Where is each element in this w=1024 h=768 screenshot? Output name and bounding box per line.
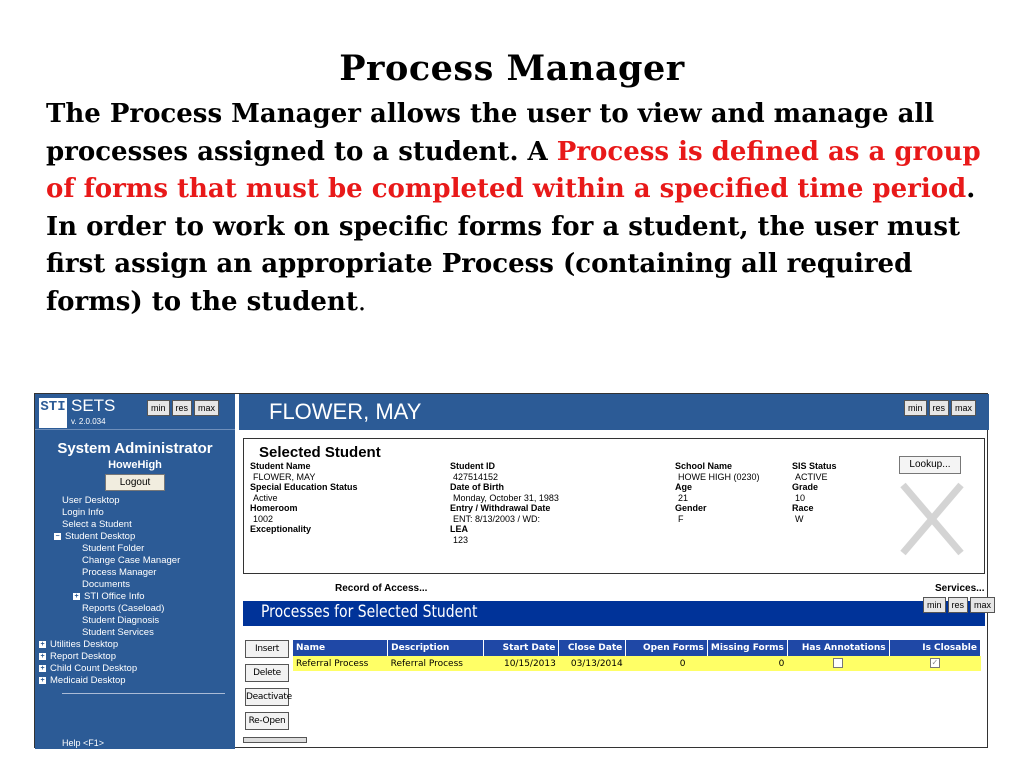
nav-medicaid-desktop[interactable] [35,675,235,687]
expand-icon[interactable]: + [40,665,45,672]
sidebar-window-buttons [147,400,219,416]
services-link[interactable]: Services... [935,583,985,594]
nav-student-folder[interactable]: Student Folder [82,543,145,554]
cell-close-date: 03/13/2014 [559,656,626,671]
nav-change-case-manager[interactable]: Change Case Manager [82,555,181,566]
user-school: HoweHigh [108,459,162,471]
student-info-col-1 [250,461,358,535]
lea-label: LEA [450,524,468,534]
col-open-forms[interactable]: Open Forms [626,640,708,656]
age-value: 21 [678,492,689,503]
nav-reports-caseload[interactable]: Reports (Caseload) [82,603,165,614]
exceptionality-label: Exceptionality [250,524,312,534]
nav-student-diagnosis[interactable]: Student Diagnosis [82,615,160,626]
nav-utilities-desktop[interactable] [35,639,235,651]
student-info-col-4 [792,461,837,524]
school-name-label: School Name [675,461,733,471]
student-info-col-3 [675,461,760,524]
app-header [35,394,235,430]
nav-student-desktop[interactable] [35,531,235,543]
main-window-buttons [904,400,976,416]
dob-value: Monday, October 31, 1983 [453,492,559,503]
app-name: SETS [71,396,116,415]
nav-label: Medicaid Desktop [50,675,126,686]
restore-button[interactable]: res [929,400,950,416]
maximize-button[interactable]: max [951,400,976,416]
sped-status-label: Special Education Status [250,482,358,492]
nav-process-manager[interactable]: Process Manager [82,567,157,578]
homeroom-value: 1002 [253,513,274,524]
student-name-label: Student Name [250,461,311,471]
slide-title: Process Manager [339,48,685,89]
minimize-button[interactable]: min [923,597,946,613]
user-role: System Administrator [57,440,213,457]
student-id-value: 427514152 [453,471,499,482]
deactivate-button[interactable]: Deactivate [245,688,289,706]
slide-body-intro: The Process Manager allows the user to view and manage all processes assigned to a student. A [46,99,935,167]
nav-label: Student Desktop [65,531,136,542]
col-description[interactable]: Description [388,640,484,656]
lea-value: 123 [453,534,469,545]
col-has-annotations[interactable]: Has Annotations [787,640,889,656]
table-header-row [293,640,981,656]
nav-label: STI Office Info [84,591,145,602]
age-label: Age [675,482,693,492]
restore-button[interactable]: res [948,597,969,613]
cell-is-closable [889,656,980,671]
horizontal-scrollbar[interactable] [243,737,307,743]
nav-report-desktop[interactable] [35,651,235,663]
nav-user-desktop[interactable]: User Desktop [62,495,120,506]
processes-title: Processes for Selected Student [261,602,478,622]
processes-header [243,600,992,626]
maximize-button[interactable]: max [194,400,219,416]
reopen-button[interactable]: Re-Open [245,712,289,730]
cell-has-annotations [787,656,889,671]
sidebar-divider [62,693,225,694]
nav-documents[interactable]: Documents [82,579,131,590]
sti-logo: STI [39,398,67,428]
race-value: W [795,513,804,524]
nav-student-services[interactable]: Student Services [82,627,154,638]
dob-label: Date of Birth [450,482,504,492]
gender-value: F [678,513,684,524]
slide-body [46,96,1006,321]
logout-button[interactable]: Logout [105,474,165,491]
selected-student-legend: Selected Student [256,444,384,461]
process-actions [245,640,291,736]
sis-status-value: ACTIVE [795,471,828,482]
col-close-date[interactable]: Close Date [559,640,626,656]
cell-description: Referral Process [388,656,484,671]
expand-icon[interactable]: + [40,641,45,648]
expand-icon[interactable]: + [74,593,79,600]
school-name-value: HOWE HIGH (0230) [678,471,760,482]
expand-icon[interactable]: + [40,677,45,684]
sidebar [35,394,235,749]
nav-select-student[interactable]: Select a Student [62,519,132,530]
sped-status-value: Active [253,492,278,503]
processes-window-buttons [923,597,995,613]
minimize-button[interactable]: min [147,400,170,416]
help-link[interactable]: Help <F1> [62,738,105,748]
entry-withdrawal-label: Entry / Withdrawal Date [450,503,551,513]
col-start-date[interactable]: Start Date [483,640,559,656]
record-of-access-link[interactable]: Record of Access... [335,583,428,594]
col-is-closable[interactable]: Is Closable [889,640,980,656]
delete-button[interactable]: Delete [245,664,289,682]
insert-button[interactable]: Insert [245,640,289,658]
lookup-button[interactable]: Lookup... [899,456,961,474]
collapse-icon[interactable]: − [55,533,60,540]
gender-label: Gender [675,503,707,513]
selected-student-panel [243,438,985,574]
expand-icon[interactable]: + [40,653,45,660]
nav-label: Child Count Desktop [50,663,138,674]
maximize-button[interactable]: max [970,597,995,613]
sis-status-label: SIS Status [792,461,837,471]
entry-withdrawal-value: ENT: 8/13/2003 / WD: [453,513,541,524]
table-row[interactable] [293,656,981,671]
slide-body-instructions: . In order to work on specific forms for a student, the user must first assign an appropriate Process (containing all required forms) to the student [46,174,976,317]
col-name[interactable]: Name [293,640,388,656]
processes-table [293,640,981,671]
race-label: Race [792,503,814,513]
cell-start-date: 10/15/2013 [483,656,559,671]
no-photo-icon [897,479,967,559]
cell-open-forms: 0 [626,656,708,671]
student-header [239,394,989,430]
student-id-label: Student ID [450,461,495,471]
student-info-col-2 [450,461,559,545]
homeroom-label: Homeroom [250,503,298,513]
grade-label: Grade [792,482,819,492]
nav-sti-office-info[interactable] [35,591,235,603]
app-screenshot [34,393,992,748]
nav-label: Utilities Desktop [50,639,119,650]
nav-label: Report Desktop [50,651,117,662]
slide-body-period: . [357,286,367,317]
sidebar-nav [35,495,235,687]
col-missing-forms[interactable]: Missing Forms [707,640,787,656]
nav-login-info[interactable]: Login Info [62,507,104,518]
has-annotations-checkbox[interactable] [833,658,843,668]
restore-button[interactable]: res [172,400,193,416]
nav-child-count-desktop[interactable] [35,663,235,675]
header-student-name: FLOWER, MAY [269,399,422,424]
app-version: v. 2.0.034 [71,417,106,426]
is-closable-checkbox[interactable]: ✓ [931,658,939,668]
cell-missing-forms: 0 [707,656,787,671]
grade-value: 10 [795,492,806,503]
student-name-value: FLOWER, MAY [253,471,316,482]
slide-body-definition: Process is defined as a group of forms that must be completed within a specified time period [46,136,981,204]
cell-name: Referral Process [293,656,388,671]
minimize-button[interactable]: min [904,400,927,416]
